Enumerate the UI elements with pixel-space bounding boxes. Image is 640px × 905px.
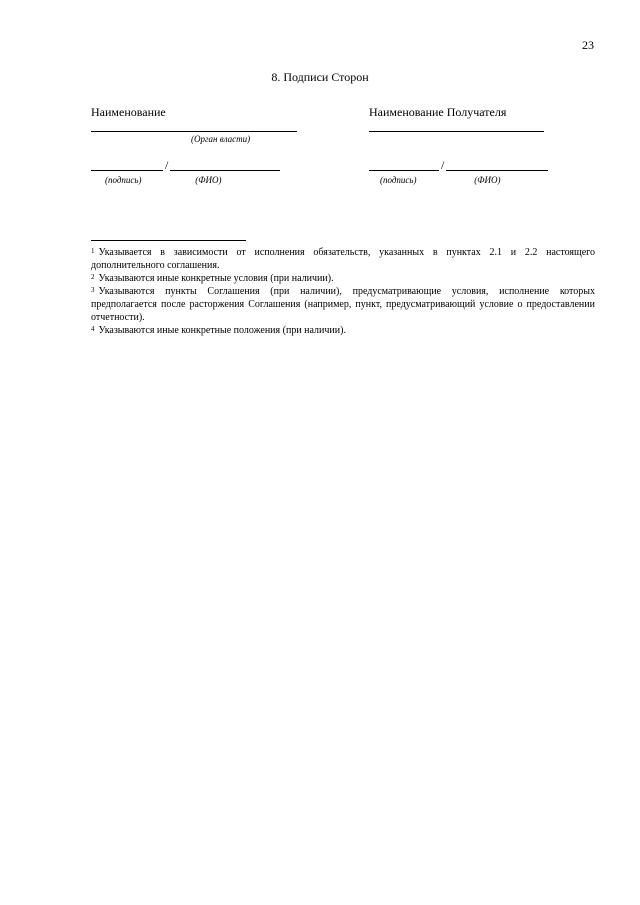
right-signature-line bbox=[369, 158, 439, 171]
footnote-3-number: 3 bbox=[91, 286, 95, 294]
footnote-4-text: Указываются иные конкретные положения (при наличии). bbox=[98, 325, 346, 336]
footnote-4 bbox=[91, 324, 595, 337]
right-separator: / bbox=[441, 158, 445, 172]
right-signature-captions bbox=[380, 175, 500, 185]
footnote-2-number: 2 bbox=[91, 273, 95, 281]
right-name-caption: (ФИО) bbox=[474, 175, 501, 185]
footnote-separator bbox=[91, 240, 246, 241]
left-separator: / bbox=[165, 158, 169, 172]
footnote-2 bbox=[91, 272, 595, 285]
left-org-caption: (Орган власти) bbox=[191, 134, 251, 144]
right-party-block bbox=[369, 105, 599, 132]
left-name-line bbox=[170, 158, 280, 171]
left-signature-row bbox=[91, 158, 280, 171]
left-signature-line bbox=[91, 158, 163, 171]
page-number: 23 bbox=[582, 38, 594, 52]
footnote-4-number: 4 bbox=[91, 325, 95, 333]
left-name-caption: (ФИО) bbox=[195, 175, 222, 185]
footnote-2-text: Указываются иные конкретные условия (при наличии). bbox=[98, 273, 334, 284]
footnote-1-number: 1 bbox=[91, 247, 95, 255]
section-title: 8. Подписи Сторон bbox=[271, 70, 369, 84]
right-signature-row bbox=[369, 158, 548, 171]
left-signature-captions bbox=[105, 175, 221, 185]
footnote-1-text: Указывается в зависимости от исполнения обязательств, указанных в пунктах 2.1 и 2.2 настоящего дополнительного соглашения. bbox=[91, 247, 595, 271]
left-signature-caption: (подпись) bbox=[105, 175, 142, 185]
left-party-label: Наименование bbox=[91, 105, 166, 119]
right-org-line bbox=[369, 121, 544, 132]
right-name-line bbox=[446, 158, 548, 171]
footnotes bbox=[91, 246, 595, 337]
right-party-label: Наименование Получателя bbox=[369, 105, 507, 119]
footnote-1 bbox=[91, 246, 595, 272]
footnote-3-text: Указываются пункты Соглашения (при наличии), предусматривающие условия, исполнение которых предполагается после расторжения Соглашения (например, пункт, предусматривающий условие о предоставлении отчетности). bbox=[91, 286, 595, 323]
left-org-line bbox=[91, 121, 297, 132]
footnote-3 bbox=[91, 285, 595, 324]
right-signature-caption: (подпись) bbox=[380, 175, 417, 185]
left-party-block bbox=[91, 105, 301, 144]
